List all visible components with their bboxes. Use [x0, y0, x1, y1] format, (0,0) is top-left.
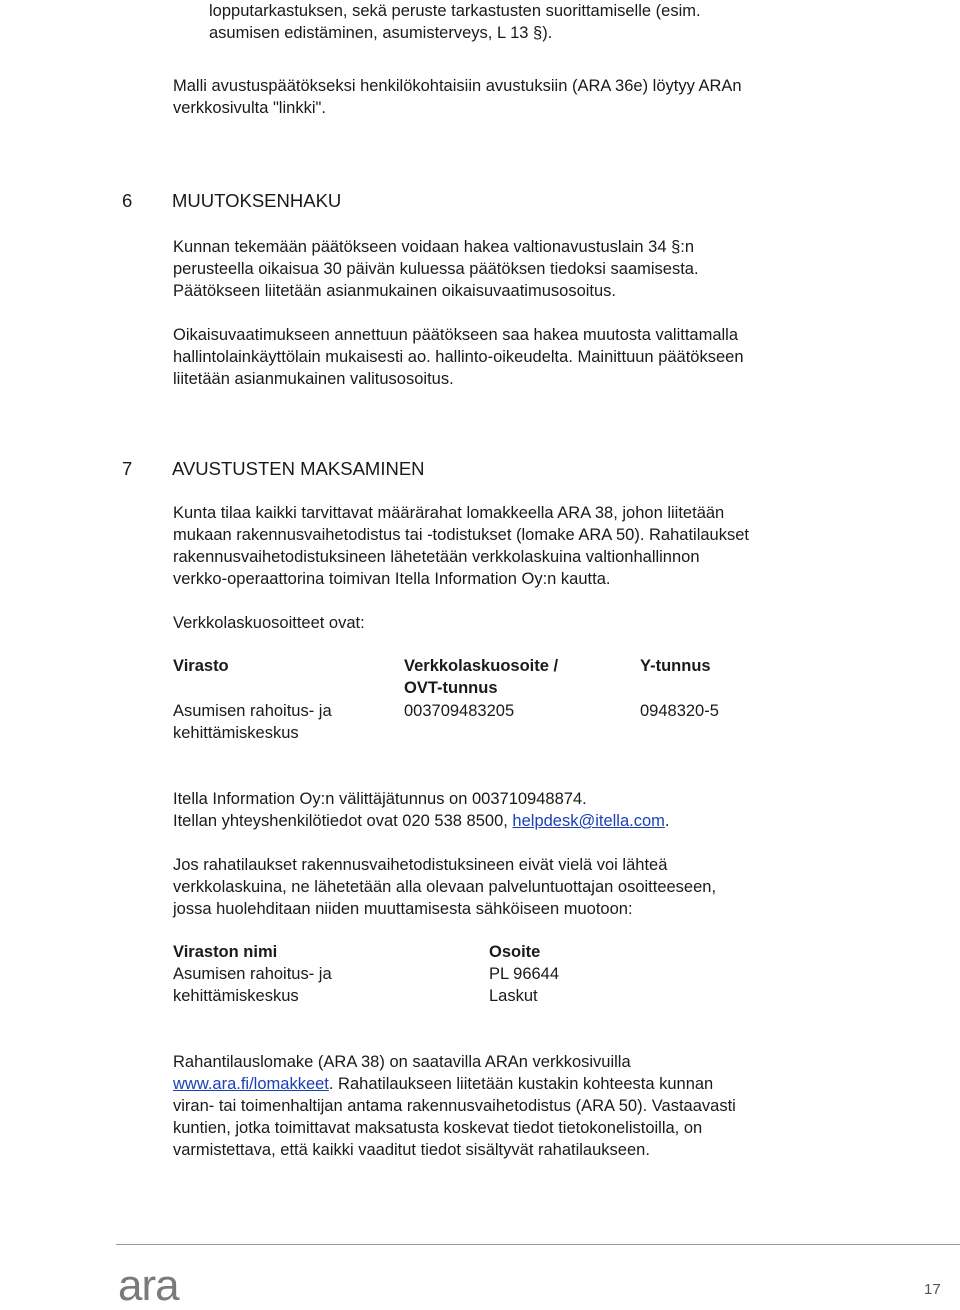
page-number: 17: [924, 1281, 941, 1298]
text-line: verkkolaskuina, ne lähetetään alla olevaan palveluntuottajan osoitteeseen,: [173, 878, 717, 896]
text-line: Rahantilauslomake (ARA 38) on saatavilla ARAn verkkosivuilla: [173, 1053, 631, 1071]
text-line: Itellan yhteyshenkilötiedot ovat 020 538 8500, helpdesk@itella.com.: [173, 812, 670, 830]
section-6-paragraph-2: [173, 324, 873, 390]
text-line: Kunnan tekemään päätökseen voidaan hakea valtionavustuslain 34 §:n: [173, 238, 695, 256]
section-title: MUUTOKSENHAKU: [172, 190, 342, 211]
table-header-osoite: Osoite: [489, 943, 541, 961]
text-line: verkko-operaattorina toimivan Itella Information Oy:n kautta.: [173, 570, 611, 588]
table-header-virasto: Virasto: [173, 657, 229, 675]
text-line: Päätökseen liitetään asianmukainen oikaisuvaatimusosoitus.: [173, 282, 617, 300]
footer-divider: [116, 1244, 960, 1245]
table-cell-virasto: Asumisen rahoitus- ja kehittämiskeskus: [173, 702, 332, 742]
section-number: 6: [122, 190, 133, 211]
ara-logo: ara: [118, 1261, 179, 1310]
text-line: Kunta tilaa kaikki tarvittavat määrärahat lomakkeella ARA 38, johon liitetään: [173, 504, 725, 522]
lomakkeet-link[interactable]: www.ara.fi/lomakkeet: [173, 1075, 329, 1093]
address-table-name-col: Viraston nimi Asumisen rahoitus- ja kehittämiskeskus: [173, 943, 332, 1005]
text-line: liitetään asianmukainen valitusosoitus.: [173, 370, 454, 388]
section-6-paragraph-1: [173, 236, 873, 302]
table-cell-osoite: 003709483205: [404, 702, 515, 720]
email-link[interactable]: helpdesk@itella.com: [512, 812, 665, 830]
rahantilaus-paragraph: [173, 1051, 873, 1161]
verkko-intro: Verkkolaskuosoitteet ovat:: [173, 614, 365, 632]
text-line: asumisen edistäminen, asumisterveys, L 13 §).: [209, 24, 553, 42]
itella-paragraph: [173, 788, 873, 832]
text-line: Jos rahatilaukset rakennusvaihetodistuksineen eivät vielä voi lähteä: [173, 856, 668, 874]
text-line: hallintolainkäyttölain mukaisesti ao. hallinto-oikeudelta. Mainittuun päätökseen: [173, 348, 744, 366]
text-line: verkkosivulta "linkki".: [173, 99, 326, 117]
table-header-ytunnus: Y-tunnus: [640, 657, 711, 675]
table-header-viraston-nimi: Viraston nimi: [173, 943, 278, 961]
text-line: Malli avustuspäätökseksi henkilökohtaisiin avustuksiin (ARA 36e) löytyy ARAn: [173, 77, 742, 95]
section-7-heading: [122, 457, 425, 481]
section-6-heading: [122, 189, 341, 213]
top-paragraph: [209, 0, 909, 44]
text-line: www.ara.fi/lomakkeet. Rahatilaukseen liitetään kustakin kohteesta kunnan: [173, 1075, 714, 1093]
text-line: viran- tai toimenhaltijan antama rakennusvaihetodistus (ARA 50). Vastaavasti: [173, 1097, 736, 1115]
text-line: lopputarkastuksen, sekä peruste tarkastusten suorittamiselle (esim.: [209, 2, 701, 20]
section-title: AVUSTUSTEN MAKSAMINEN: [172, 458, 425, 479]
table-header-verkkolaskuosoite: Verkkolaskuosoite / OVT-tunnus: [404, 657, 559, 697]
text-line: Itella Information Oy:n välittäjätunnus on 003710948874.: [173, 790, 587, 808]
text-line: varmistettava, että kaikki vaaditut tiedot sisältyvät rahatilaukseen.: [173, 1141, 650, 1159]
text-line: kuntien, jotka toimittavat maksatusta koskevat tiedot tietokonelistoilla, on: [173, 1119, 703, 1137]
section-number: 7: [122, 458, 133, 479]
malli-paragraph: [173, 75, 873, 119]
section-7-paragraph-1: [173, 502, 873, 590]
jos-paragraph: [173, 854, 873, 920]
text-line: jossa huolehditaan niiden muuttamisesta sähköiseen muotoon:: [173, 900, 633, 918]
text-line: Oikaisuvaatimukseen annettuun päätökseen saa hakea muutosta valittamalla: [173, 326, 739, 344]
text-line: perusteella oikaisua 30 päivän kuluessa päätöksen tiedoksi saamisesta.: [173, 260, 699, 278]
address-table-address-col: Osoite PL 96644 Laskut: [489, 943, 560, 1005]
text-line: mukaan rakennusvaihetodistus tai -todistukset (lomake ARA 50). Rahatilaukset: [173, 526, 749, 544]
text-line: rakennusvaihetodistuksineen lähetetään verkkolaskuina valtionhallinnon: [173, 548, 700, 566]
table-cell-ytunnus: 0948320-5: [640, 702, 719, 720]
